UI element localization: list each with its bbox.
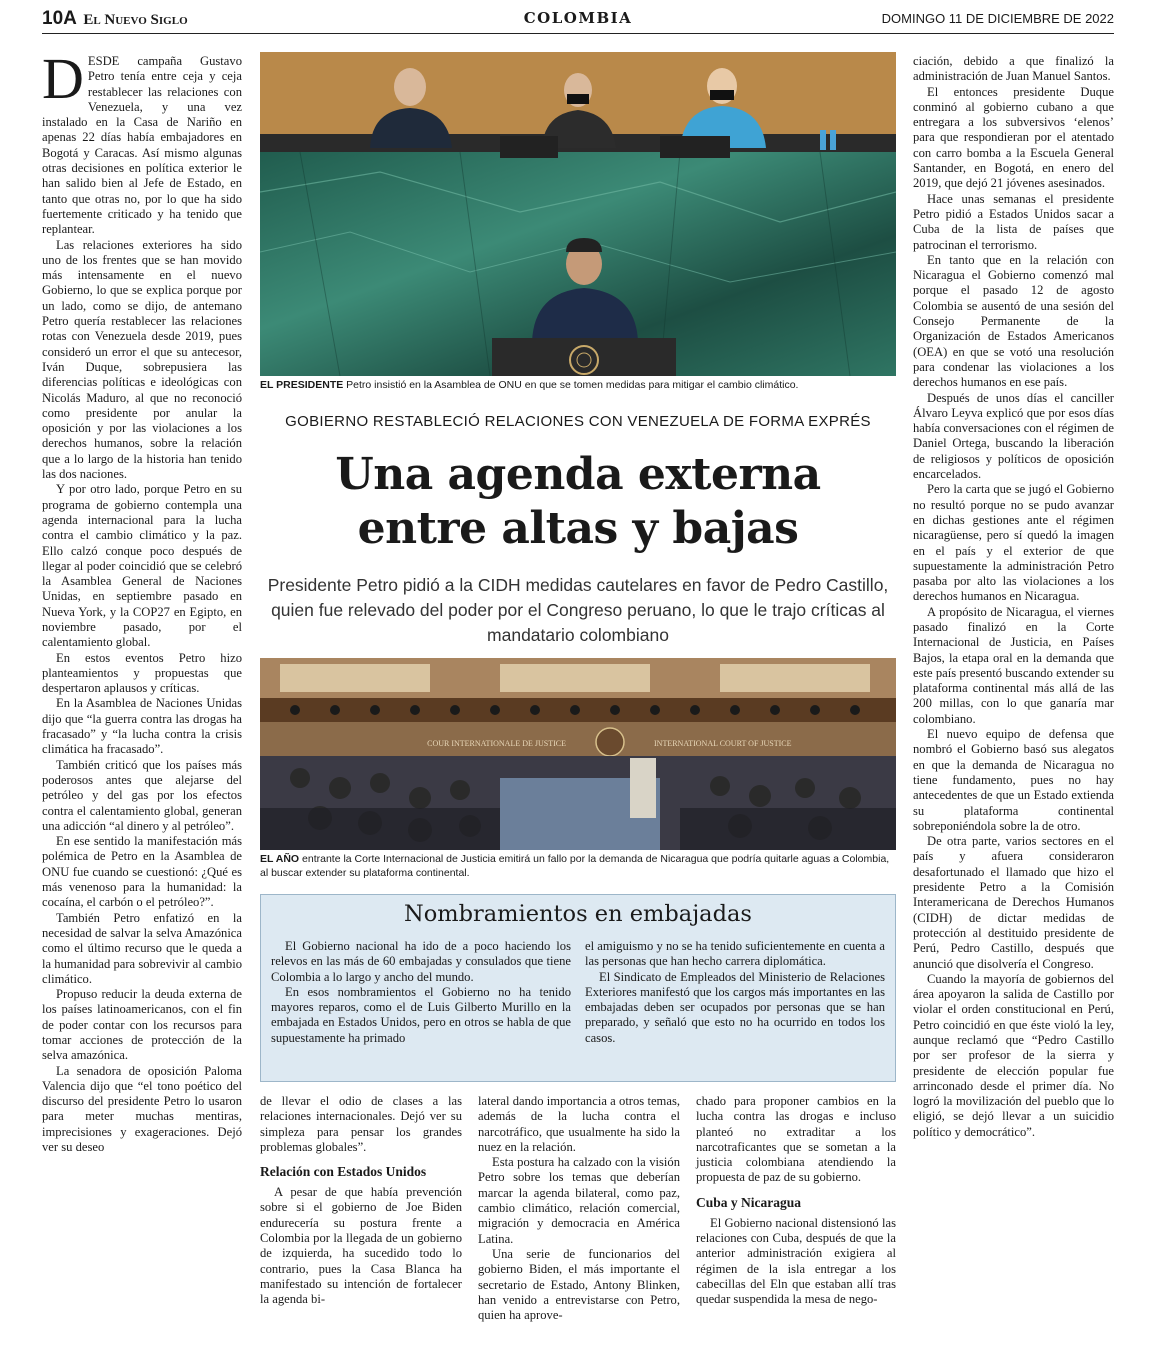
paragraph: También Petro enfatizó en la necesidad de salvar la selva Amazónica como el último recurso que le queda a la humanidad para sobrevivir al cambio climático. xyxy=(42,910,242,986)
icj-illustration xyxy=(260,658,896,850)
paragraph: Y por otro lado, porque Petro en su programa de gobierno contempla una agenda internacional para la lucha contra el cambio climático y la paz. Ello calzó conque poco después de llegar al poder coincidió que se celebró la Asamblea General de Naciones Unidas, en septiembre pasado en Nueva York, y la COP27 en Egipto, en noviembre pasado, por el calentamiento global. xyxy=(42,482,242,650)
paragraph: DESDE campaña Gustavo Petro tenía entre ceja y ceja restablecer las relaciones con Venezuela, y una vez instalado en la Casa de Nariño en apenas 22 días había embajadores en Bogotá y Caracas. Así mismo algunas otras decisiones en política exterior le han salido bien al Jefe de Estado, en tanto que otras no, por lo que ha sido fuertemente criticado y ha tenido que replantear. xyxy=(42,46,242,237)
paragraph: Pero la carta que se jugó el Gobierno no resultó porque no se pudo avanzar en dichas gestiones ante el régimen nicaragüense, pero sí quedó la imagen en el país y el exterior de que supuestamente la administración Petro pasaba por alto las violaciones a los derechos humanos en Nicaragua. xyxy=(913,482,1114,604)
paragraph: El entonces presidente Duque conminó al gobierno cubano a que entregara a los subversivos ‘elenos’ para que respondieran por el atentado con carro bomba a la Escuela General Santander, en Bogotá, en enero del 2019, que dejó 21 jóvenes asesinados. xyxy=(913,84,1114,191)
caption-lead: EL PRESIDENTE xyxy=(260,379,344,391)
subhead: Cuba y Nicaragua xyxy=(696,1194,802,1210)
article-column-4 xyxy=(696,1094,896,1308)
paragraph: El Gobierno nacional ha ido de a poco haciendo los relevos en las más de 60 embajadas y consulados que tiene Colombia a lo largo y ancho del mundo. xyxy=(271,939,571,984)
paragraph: A propósito de Nicaragua, el viernes pasado finalizó en la Corte Internacional de Justicia, en Países Bajos, la etapa oral en la demanda que este país presentó buscando extender su plataforma continental más allá de las 200 millas, con lo que ganaría mar colombiano. xyxy=(913,604,1114,726)
court-sign-right: INTERNATIONAL COURT OF JUSTICE xyxy=(654,739,792,748)
newspaper-name: El Nuevo Siglo xyxy=(83,12,188,28)
paragraph: A pesar de que había prevención sobre si el gobierno de Joe Biden endurecería su postura frente a Colombia por la llegada de un gobierno de izquierda, ha sucedido todo lo contrario, pues la Casa Blanca ha manifestado su intención de fortalecer la agenda bi- xyxy=(260,1185,462,1307)
paragraph: Después de unos días el canciller Álvaro Leyva explicó que por esos días había conversaciones con el régimen de Daniel Ortega, buscando la liberación de religiosos y políticos de oposición encarcelados. xyxy=(913,390,1114,482)
paragraph: de llevar el odio de clases a las relaciones internacionales. Dejó ver su simpleza para pensar los grandes problemas globales”. xyxy=(260,1094,462,1154)
middle-photo-caption xyxy=(260,852,896,880)
article-column-5 xyxy=(913,54,1114,1140)
paragraph: En estos eventos Petro hizo planteamientos y propuestas que despertaron aplausos y críticas. xyxy=(42,650,242,696)
paragraph: el amiguismo y no se ha tenido suficientemente en cuenta a las personas que han hecho carrera diplomática. xyxy=(585,939,885,969)
paragraph: Esta postura ha calzado con la visión Petro sobre los temas que deberían marcar la agenda bilateral, como paz, cambio climático, relación comercial, migración y democracia en América Latina. xyxy=(478,1155,680,1246)
top-photo-caption xyxy=(260,378,896,392)
paragraph: El Gobierno nacional distensionó las relaciones con Cuba, después de que la anterior administración exigiera al régimen de la isla entregar a los cabecillas del Eln que estaban allí tras quedar suspendida la mesa de nego- xyxy=(696,1215,896,1307)
paragraph: El nuevo equipo de defensa que nombró el Gobierno basó sus alegatos en que la demanda de Nicaragua no tiene fundamento, pues no hay antecedentes de que un Estado extienda su plataforma continental sobreponiéndola sobre la de otro. xyxy=(913,727,1114,833)
paragraph: Una serie de funcionarios del gobierno Biden, el más importante el secretario de Estado, Antony Blinken, han venido a entrevistarse con Petro, quien ha aprove- xyxy=(478,1246,680,1323)
sidebar-title: Nombramientos en embajadas xyxy=(404,901,752,927)
paragraph: En la Asamblea de Naciones Unidas dijo que “la guerra contra las drogas ha fracasado” y “la lucha contra la crisis climática ha fracasado”. xyxy=(42,696,242,757)
paragraph: De otra parte, varios sectores en el país y afuera consideraron desafortunado el llamado que hizo el presidente Petro a la Comisión Interamericana de Derechos Humanos (CIDH) de dictar medidas de protección al destituido presidente de Perú, Pedro Castillo, después que anunció que disolvería el Congreso. xyxy=(913,834,1114,971)
un-assembly-illustration xyxy=(260,52,896,376)
paragraph: Hace unas semanas el presidente Petro pidió a Estados Unidos sacar a Cuba de la lista de países que patrocinan el terrorismo. xyxy=(913,191,1114,252)
paragraph: El Sindicato de Empleados del Ministerio de Relaciones Exteriores manifestó que los cargos más importantes en las embajadas deben ser ocupados por personas que se han preparado, y señaló que esto no ha ocurrido en todos los casos. xyxy=(585,969,885,1045)
paragraph: ciación, debido a que finalizó la administración de Juan Manuel Santos. xyxy=(913,54,1114,84)
article-column-3 xyxy=(478,1094,680,1323)
court-sign-left: COUR INTERNATIONALE DE JUSTICE xyxy=(427,739,566,748)
subhead: Relación con Estados Unidos xyxy=(260,1164,427,1180)
paragraph: En ese sentido la manifestación más polémica de Petro en la Asamblea de ONU fue cuando se cuestionó: ¿Qué es más venenoso para la humanidad: la cocaína, el carbón o el petróleo?”. xyxy=(42,834,242,910)
headline-line-2: entre altas y bajas xyxy=(357,503,799,554)
paragraph: También criticó que los países más poderosos antes que alejarse del petróleo y del gas por los efectos contra el calentamiento global, generan una adicción “al dinero y al petróleo”. xyxy=(42,757,242,833)
section-title: COLOMBIA xyxy=(523,9,633,27)
sidebar-column-2 xyxy=(585,939,885,1046)
paragraph: lateral dando importancia a otros temas, además de la lucha contra el narcotráfico, que usualmente ha sido la nuez en la relación. xyxy=(478,1094,680,1154)
headline-line-1: Una agenda externa xyxy=(335,449,821,500)
paragraph: En tanto que en la relación con Nicaragua el Gobierno comenzó mal porque el pasado 12 de agosto Colombia se ausentó de una sesión del Consejo Permanente de la Organización de Estados Americanos (OEA) en que se votó una resolución para condenar las violaciones a los derechos humanos en ese país. xyxy=(913,252,1114,390)
caption-lead: EL AÑO xyxy=(260,853,300,865)
article-column-1 xyxy=(42,46,242,1155)
issue-date: DOMINGO 11 DE DICIEMBRE DE 2022 xyxy=(881,11,1114,26)
paragraph: Cuando la mayoría de gobiernos del área apoyaron la salida de Castillo por violar el orden constitucional en Perú, Petro coincidió en que éste violó la ley, aunque reclamó que “Pedro Castillo por ser profesor de la sierra y presidente de elección popular fue arrinconado desde el primer día. No logró la movilización del pueblo que lo eligió, se dejó llevar a un suicidio político y democrático”. xyxy=(913,971,1114,1139)
page-number: 10A xyxy=(42,8,77,29)
caption-text: Petro insistió en la Asamblea de ONU en que se tomen medidas para mitigar el cambio climático. xyxy=(346,379,799,391)
sidebar-column-1 xyxy=(271,939,571,1046)
headline xyxy=(260,448,896,556)
caption-text: entrante la Corte Internacional de Justicia emitirá un fallo por la demanda de Nicaragua que podría quitarle aguas a Colombia, al buscar extender su plataforma continental. xyxy=(260,853,890,879)
paragraph: En esos nombramientos el Gobierno no ha tenido mayores reparos, como el de Luis Gilberto Murillo en la embajada en Estados Unidos, pero en otros se habla de que supuestamente ha primado xyxy=(271,984,571,1045)
un-assembly-photo xyxy=(260,52,896,376)
icj-photo xyxy=(260,658,896,850)
paragraph: Propuso reducir la deuda externa de los países latinoamericanos, con el fin de poder contar con los recursos para tomar acciones de protección de la selva amazónica. xyxy=(42,987,242,1063)
drop-cap: D xyxy=(42,46,84,111)
deck: Presidente Petro pidió a la CIDH medidas cautelares en favor de Pedro Castillo, quien fue relevado del poder por el Congreso peruano, lo que le trajo críticas al mandatario colombiano xyxy=(267,575,889,645)
paragraph: chado para proponer cambios en la lucha contra las drogas e incluso planteó no extraditar a los narcotraficantes que se sometan a la justicia colombiana atendiendo la propuesta de paz de su gobierno. xyxy=(696,1094,896,1185)
kicker: GOBIERNO RESTABLECIÓ RELACIONES CON VENEZUELA DE FORMA EXPRÉS xyxy=(285,413,871,430)
sidebar-box xyxy=(260,894,896,1082)
masthead xyxy=(42,6,1114,34)
article-column-2 xyxy=(260,1094,462,1308)
paragraph: Las relaciones exteriores ha sido uno de los frentes que se han movido más intensamente en el nuevo Gobierno, lo que se explica porque por un lado, como se dijo, de antemano Petro quería restablecer las relaciones rotas con Venezuela desde 2019, pues consideró un error el que su antecesor, Iván Duque, sobrepusiera las diferencias políticas e ideológicas con Nicolás Maduro, al que no reconoció como presidente por anular la oposición y por las violaciones a los derechos humanos, sobre la relación que a lo largo de la historia han tenido las dos naciones. xyxy=(42,237,242,482)
paragraph: La senadora de oposición Paloma Valencia dijo que “el tono poético del discurso del presidente Petro lo usaron para meter muchas mentiras, imprecisiones y exageraciones. Dejó ver su deseo xyxy=(42,1063,242,1155)
